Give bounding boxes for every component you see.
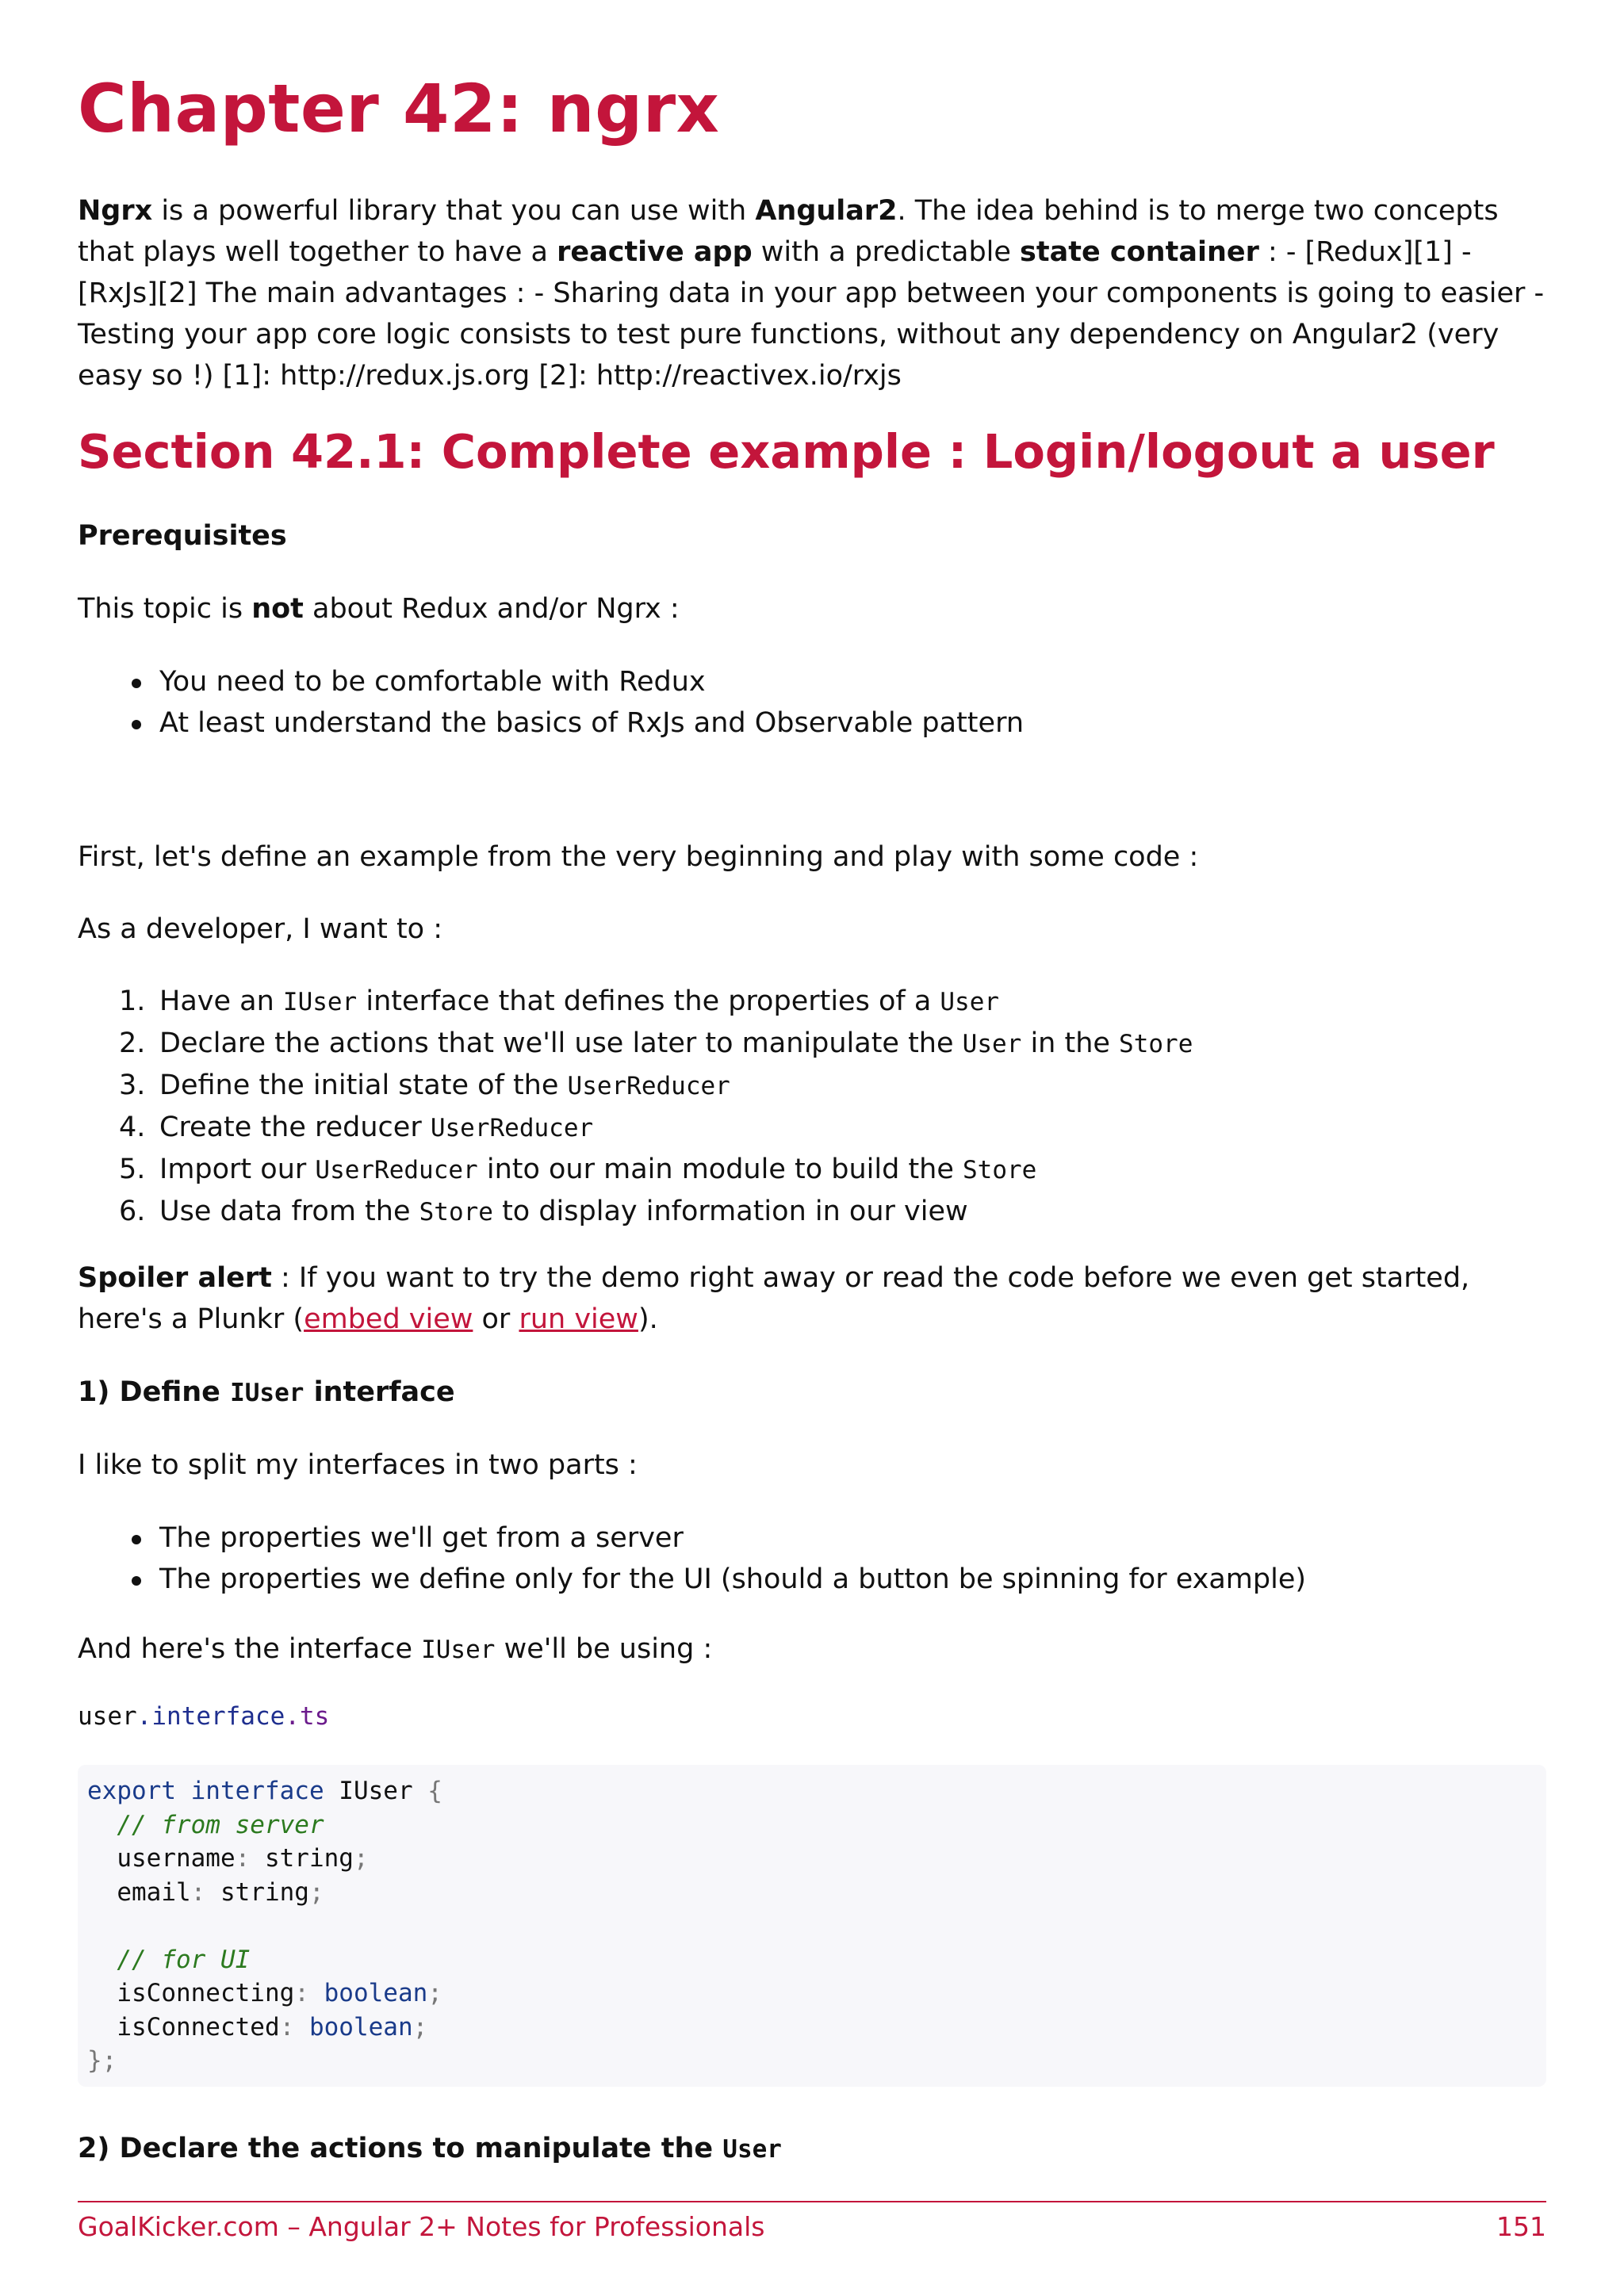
code-field: isConnecting [117, 1979, 295, 2007]
code-punct: : [294, 1979, 309, 2007]
steps-list [78, 981, 1193, 1233]
file-mid: interface [151, 1702, 285, 1731]
prerequisites-label: Prerequisites [78, 520, 287, 552]
code-comment: // from server [117, 1810, 324, 1839]
list-item: The properties we'll get from a server [78, 1517, 1306, 1559]
spoiler-text: ). [638, 1303, 658, 1335]
code-punct: ; [308, 1877, 324, 1907]
code-punct: }; [87, 2046, 117, 2075]
first-line: First, let's define an example from the very beginning and play with some code : [78, 841, 1199, 873]
file-ext: .ts [285, 1702, 330, 1731]
code-type: string [205, 1877, 309, 1907]
split-line: I like to split my interfaces in two parts : [78, 1449, 638, 1481]
footer-divider [78, 2201, 1546, 2202]
code-keyword: export interface [87, 1777, 324, 1805]
code-punct: ; [427, 1979, 442, 2007]
list-item [78, 981, 1193, 1023]
intro-state-container: state container [1020, 236, 1259, 268]
intro-text: . The idea behind is to merge two concepts that plays well together to have a [78, 195, 1499, 268]
step-text: Import our [159, 1154, 316, 1185]
step-number: 2. [119, 1027, 146, 1059]
step-code: IUser [282, 988, 358, 1016]
developer-line: As a developer, I want to : [78, 913, 443, 945]
iuser-text: And here's the interface [78, 1633, 422, 1665]
step-text: Use data from the [159, 1196, 419, 1227]
code-block [78, 1765, 1546, 2087]
section-title: Section 42.1: Complete example : Login/logout a user [78, 424, 1495, 479]
step-text: to display information in our view [492, 1196, 968, 1227]
step-number: 4. [119, 1112, 146, 1143]
iuser-code: IUser [421, 1636, 496, 1664]
step-code: UserReducer [430, 1114, 594, 1142]
code-field: email [117, 1877, 191, 1907]
intro-ngrx: Ngrx [78, 195, 153, 227]
code-identifier: IUser [324, 1777, 428, 1805]
step-text: Create the reducer [159, 1112, 431, 1143]
step-text: in the [1021, 1027, 1120, 1059]
code-punct: ; [412, 2012, 428, 2042]
step-code: UserReducer [315, 1156, 478, 1184]
topic-note [78, 588, 1553, 629]
step-number: 1. [119, 985, 146, 1017]
list-item: At least understand the basics of RxJs and Observable pattern [78, 702, 1024, 744]
intro-text: with a predictable [752, 236, 1021, 268]
heading-text: 1) Define [78, 1376, 231, 1408]
step-text: Define the initial state of the [159, 1070, 568, 1101]
list-item [78, 1107, 1193, 1149]
heading-text: interface [304, 1376, 455, 1408]
code-punct: : [190, 1877, 206, 1907]
spoiler-text: or [473, 1303, 519, 1335]
footer-book-title: GoalKicker.com – Angular 2+ Notes for Professionals [78, 2211, 765, 2242]
code-field: isConnected [117, 2012, 280, 2042]
step-number: 3. [119, 1070, 146, 1101]
step-code: Store [963, 1156, 1037, 1184]
prerequisites-heading [78, 515, 1553, 557]
intro-angular2: Angular2 [755, 195, 898, 227]
code-punct: { [427, 1777, 442, 1805]
list-item [78, 1149, 1193, 1191]
topic-not: not [251, 593, 304, 625]
chapter-title: Chapter 42: ngrx [78, 70, 720, 147]
step-code: UserReducer [567, 1072, 730, 1100]
heading-code: User [722, 2135, 782, 2164]
run-view-link[interactable]: run view [519, 1303, 638, 1335]
code-punct: ; [353, 1844, 369, 1873]
footer-page-number: 151 [1496, 2211, 1546, 2242]
step-text: Have an [159, 985, 283, 1017]
intro-reactive-app: reactive app [557, 236, 753, 268]
heading-code: IUser [230, 1379, 304, 1407]
file-dot: . [136, 1702, 152, 1731]
step1-heading [78, 1372, 1553, 1414]
iuser-text: we'll be using : [495, 1633, 713, 1665]
code-text [78, 1765, 1546, 2078]
spoiler-label: Spoiler alert [78, 1262, 272, 1294]
step-code: Store [419, 1198, 493, 1226]
step-number: 6. [119, 1196, 146, 1227]
step-text: interface that defines the properties of a [357, 985, 940, 1017]
file-name [78, 1699, 329, 1734]
intro-text: : - [Redux][1] - [RxJs][2] The main advantages : - Sharing data in your app between your components is going to easier - Testing your app core logic consists to test pure functions, without any dependency on Angular2 (very easy so !) [1]: http://redux.js.org [2]: http://reactivex.io/rxjs [78, 236, 1545, 392]
code-punct: : [235, 1844, 251, 1873]
list-item [78, 1191, 1193, 1233]
intro-text: is a powerful library that you can use with [152, 195, 756, 227]
spoiler-paragraph [78, 1257, 1553, 1340]
topic-text: about Redux and/or Ngrx : [303, 593, 680, 625]
list-item: The properties we define only for the UI (should a button be spinning for example) [78, 1559, 1306, 1600]
iuser-line [78, 1628, 1553, 1670]
code-type: string [250, 1844, 354, 1873]
embed-view-link[interactable]: embed view [304, 1303, 473, 1335]
step-code: User [962, 1030, 1022, 1058]
split-list [78, 1517, 1306, 1600]
step-code: Store [1119, 1030, 1193, 1058]
step-code: User [940, 988, 1000, 1016]
file-base: user [78, 1702, 137, 1731]
step2-heading [78, 2128, 1553, 2170]
step-text: Declare the actions that we'll use later to manipulate the [159, 1027, 963, 1059]
code-field: username [117, 1844, 236, 1873]
code-type: boolean [294, 2012, 413, 2042]
step-number: 5. [119, 1154, 146, 1185]
step-text: into our main module to build the [477, 1154, 963, 1185]
topic-text: This topic is [78, 593, 252, 625]
code-punct: : [279, 2012, 295, 2042]
spoiler-text: : If you want to try the demo right away or read the code before we even get started, here's a Plunkr ( [78, 1262, 1470, 1335]
prerequisites-list [78, 661, 1024, 744]
list-item [78, 1023, 1193, 1065]
code-type: boolean [308, 1979, 428, 2007]
code-comment: // for UI [117, 1945, 251, 1974]
intro-paragraph [78, 190, 1553, 396]
list-item: You need to be comfortable with Redux [78, 661, 1024, 702]
heading-text: 2) Declare the actions to manipulate the [78, 2133, 723, 2164]
list-item [78, 1065, 1193, 1107]
